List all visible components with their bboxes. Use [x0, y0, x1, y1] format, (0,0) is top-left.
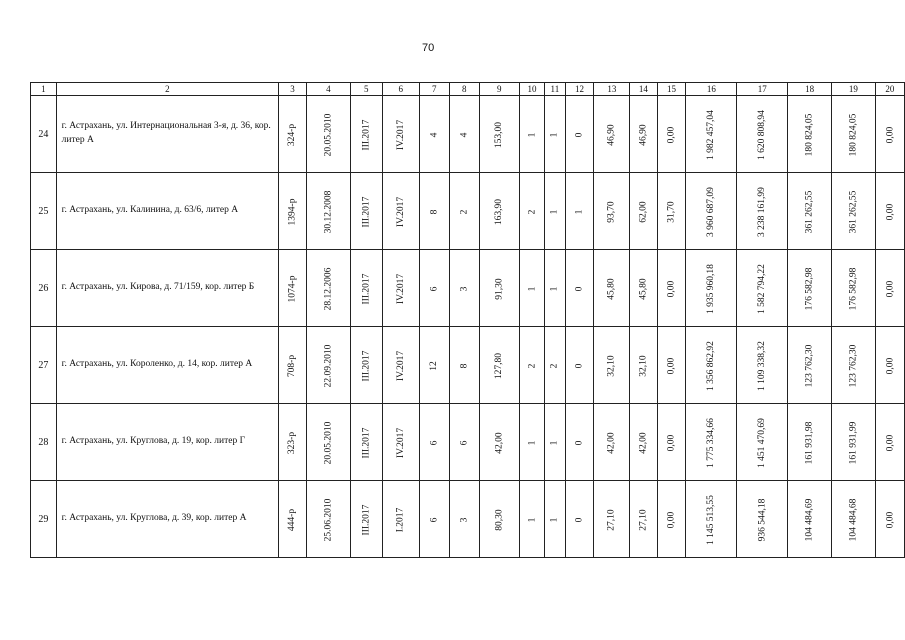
cell-col-12	[565, 327, 594, 404]
cell-col-14	[630, 327, 657, 404]
cell-col-15	[657, 327, 686, 404]
cell-col-8	[449, 327, 479, 404]
cell-col-10	[519, 327, 545, 404]
cell-value: III.2017	[361, 273, 372, 304]
cell-value: III.2017	[361, 504, 372, 535]
cell-col-16	[686, 327, 737, 404]
cell-col-15	[657, 250, 686, 327]
cell-col-18	[788, 173, 832, 250]
cell-value: 1	[549, 209, 560, 214]
cell-col-6	[382, 404, 419, 481]
cell-value: 1 935 960,18	[706, 263, 717, 314]
cell-value: 0	[574, 132, 585, 137]
table-row	[31, 404, 905, 481]
cell-value: 28.12.2006	[323, 267, 334, 310]
cell-value: 1	[526, 440, 537, 445]
cell-col-12	[565, 404, 594, 481]
cell-value: 6	[459, 440, 470, 445]
cell-value: I.2017	[395, 507, 406, 532]
cell-col-12	[565, 173, 594, 250]
cell-value: 4	[459, 132, 470, 137]
cell-col-12	[565, 96, 594, 173]
cell-col-10	[519, 96, 545, 173]
cell-col-4	[307, 173, 351, 250]
cell-col-3	[279, 250, 307, 327]
column-number: 15	[657, 83, 686, 96]
cell-col-7	[419, 481, 449, 558]
cell-col-4	[307, 250, 351, 327]
cell-col-7	[419, 96, 449, 173]
cell-col-5	[350, 327, 382, 404]
cell-col-10	[519, 404, 545, 481]
row-number: 27	[31, 327, 57, 404]
cell-col-14	[630, 404, 657, 481]
cell-value: 3 960 687,09	[706, 186, 717, 237]
cell-col-4	[307, 96, 351, 173]
cell-value: 0,00	[666, 357, 677, 374]
cell-col-7	[419, 173, 449, 250]
cell-value: 2	[549, 363, 560, 368]
cell-col-10	[519, 481, 545, 558]
cell-col-9	[479, 173, 519, 250]
cell-value: 161 931,98	[804, 421, 815, 464]
cell-col-3	[279, 481, 307, 558]
cell-value: 6	[429, 517, 440, 522]
cell-col-13	[594, 404, 630, 481]
cell-col-13	[594, 96, 630, 173]
cell-value: 324-р	[287, 123, 298, 146]
cell-col-18	[788, 250, 832, 327]
column-number: 17	[737, 83, 788, 96]
cell-value: 2	[526, 363, 537, 368]
cell-value: 2	[526, 209, 537, 214]
row-number: 25	[31, 173, 57, 250]
header-row	[31, 83, 905, 96]
cell-value: 361 262,55	[848, 190, 859, 233]
cell-value: 1	[549, 286, 560, 291]
cell-value: 708-р	[287, 354, 298, 377]
cell-col-19	[831, 96, 875, 173]
cell-value: 0,00	[666, 511, 677, 528]
column-number: 8	[449, 83, 479, 96]
cell-col-16	[686, 404, 737, 481]
cell-value: 1	[549, 517, 560, 522]
cell-col-7	[419, 327, 449, 404]
cell-value: 1 109 338,32	[757, 340, 768, 391]
cell-value: 1 982 457,04	[706, 109, 717, 160]
cell-col-5	[350, 96, 382, 173]
cell-col-3	[279, 173, 307, 250]
cell-col-16	[686, 250, 737, 327]
column-number: 11	[545, 83, 565, 96]
column-number: 10	[519, 83, 545, 96]
cell-value: IV.2017	[395, 119, 406, 150]
page-number: 70	[422, 42, 435, 54]
cell-col-17	[737, 481, 788, 558]
cell-col-13	[594, 250, 630, 327]
cell-col-19	[831, 327, 875, 404]
cell-col-17	[737, 327, 788, 404]
row-number: 28	[31, 404, 57, 481]
cell-value: 45,80	[606, 277, 617, 300]
cell-col-6	[382, 173, 419, 250]
cell-value: 32,10	[606, 354, 617, 377]
cell-value: 1	[526, 132, 537, 137]
cell-value: IV.2017	[395, 427, 406, 458]
cell-col-16	[686, 173, 737, 250]
cell-col-9	[479, 481, 519, 558]
cell-value: 3	[459, 517, 470, 522]
cell-value: 176 582,98	[804, 267, 815, 310]
cell-col-4	[307, 327, 351, 404]
cell-col-14	[630, 173, 657, 250]
table-row	[31, 481, 905, 558]
cell-value: 0	[574, 440, 585, 445]
cell-col-20	[875, 481, 904, 558]
cell-col-3	[279, 404, 307, 481]
cell-col-8	[449, 481, 479, 558]
cell-col-11	[545, 96, 565, 173]
cell-col-17	[737, 404, 788, 481]
cell-value: 20.05.2010	[323, 113, 334, 156]
cell-col-19	[831, 250, 875, 327]
cell-col-7	[419, 404, 449, 481]
cell-value: 42,00	[606, 431, 617, 454]
cell-value: 91,30	[494, 277, 505, 300]
cell-value: 104 484,68	[848, 498, 859, 541]
cell-col-13	[594, 327, 630, 404]
cell-col-15	[657, 96, 686, 173]
cell-col-15	[657, 404, 686, 481]
cell-col-13	[594, 481, 630, 558]
cell-value: 3	[459, 286, 470, 291]
cell-value: 62,00	[638, 200, 649, 223]
column-number: 6	[382, 83, 419, 96]
cell-value: 46,90	[638, 123, 649, 146]
cell-value: 30.12.2008	[323, 190, 334, 233]
cell-col-11	[545, 404, 565, 481]
cell-value: 123 762,30	[848, 344, 859, 387]
cell-value: 936 544,18	[757, 498, 768, 541]
address-cell: г. Астрахань, ул. Круглова, д. 39, кор. литер А	[56, 481, 278, 558]
cell-col-18	[788, 327, 832, 404]
table-row	[31, 250, 905, 327]
cell-value: 42,00	[638, 431, 649, 454]
cell-value: 0,00	[666, 280, 677, 297]
cell-value: III.2017	[361, 196, 372, 227]
cell-col-6	[382, 481, 419, 558]
cell-value: 104 484,69	[804, 498, 815, 541]
cell-value: 361 262,55	[804, 190, 815, 233]
cell-value: 0,00	[884, 511, 895, 528]
cell-value: IV.2017	[395, 273, 406, 304]
cell-col-17	[737, 96, 788, 173]
cell-value: 1	[526, 286, 537, 291]
cell-value: 1 356 862,92	[706, 340, 717, 391]
cell-value: 12	[429, 360, 440, 371]
cell-col-17	[737, 173, 788, 250]
cell-value: 444-р	[287, 508, 298, 531]
cell-col-20	[875, 96, 904, 173]
cell-value: 2	[459, 209, 470, 214]
cell-value: 1 582 794,22	[757, 263, 768, 314]
cell-col-18	[788, 481, 832, 558]
cell-value: III.2017	[361, 119, 372, 150]
cell-value: III.2017	[361, 427, 372, 458]
cell-value: 27,10	[606, 508, 617, 531]
cell-col-7	[419, 250, 449, 327]
address-cell: г. Астрахань, ул. Калинина, д. 63/6, литер А	[56, 173, 278, 250]
cell-value: 0,00	[666, 434, 677, 451]
cell-col-16	[686, 481, 737, 558]
column-number: 1	[31, 83, 57, 96]
cell-value: 8	[429, 209, 440, 214]
cell-col-9	[479, 250, 519, 327]
cell-value: 180 824,05	[804, 113, 815, 156]
cell-col-18	[788, 404, 832, 481]
cell-value: 0	[574, 286, 585, 291]
cell-value: 161 931,99	[848, 421, 859, 464]
cell-value: 127,80	[494, 352, 505, 379]
repair-program-table	[30, 82, 905, 558]
address-cell: г. Астрахань, ул. Короленко, д. 14, кор. литер А	[56, 327, 278, 404]
table-row	[31, 96, 905, 173]
cell-col-8	[449, 96, 479, 173]
cell-value: 1394-р	[287, 198, 298, 225]
cell-col-20	[875, 327, 904, 404]
cell-value: 42,00	[494, 431, 505, 454]
cell-col-16	[686, 96, 737, 173]
cell-value: 123 762,30	[804, 344, 815, 387]
cell-value: 1 451 470,69	[757, 417, 768, 468]
cell-col-11	[545, 173, 565, 250]
cell-value: 0,00	[884, 203, 895, 220]
column-number: 14	[630, 83, 657, 96]
cell-value: 180 824,05	[848, 113, 859, 156]
cell-col-19	[831, 173, 875, 250]
cell-value: 1	[549, 132, 560, 137]
cell-col-9	[479, 327, 519, 404]
cell-col-20	[875, 173, 904, 250]
address-cell: г. Астрахань, ул. Кирова, д. 71/159, кор. литер Б	[56, 250, 278, 327]
cell-value: 46,90	[606, 123, 617, 146]
column-number: 20	[875, 83, 904, 96]
cell-col-4	[307, 404, 351, 481]
cell-col-14	[630, 96, 657, 173]
cell-value: 32,10	[638, 354, 649, 377]
cell-value: 80,30	[494, 508, 505, 531]
cell-value: IV.2017	[395, 196, 406, 227]
cell-value: 20.05.2010	[323, 421, 334, 464]
cell-value: 153,00	[494, 121, 505, 148]
cell-value: 1 620 808,94	[757, 109, 768, 160]
cell-value: 6	[429, 286, 440, 291]
cell-col-4	[307, 481, 351, 558]
cell-col-6	[382, 250, 419, 327]
cell-value: 1	[549, 440, 560, 445]
cell-col-11	[545, 250, 565, 327]
cell-col-19	[831, 481, 875, 558]
cell-col-20	[875, 250, 904, 327]
row-number: 29	[31, 481, 57, 558]
cell-value: 22.09.2010	[323, 344, 334, 387]
cell-value: 163,90	[494, 198, 505, 225]
cell-col-5	[350, 173, 382, 250]
cell-col-19	[831, 404, 875, 481]
cell-value: 1	[526, 517, 537, 522]
cell-col-17	[737, 250, 788, 327]
cell-col-14	[630, 481, 657, 558]
column-number: 12	[565, 83, 594, 96]
cell-col-15	[657, 173, 686, 250]
cell-col-5	[350, 250, 382, 327]
cell-value: 93,70	[606, 200, 617, 223]
table-row	[31, 173, 905, 250]
cell-value: 6	[429, 440, 440, 445]
cell-col-9	[479, 404, 519, 481]
cell-col-8	[449, 173, 479, 250]
cell-col-12	[565, 481, 594, 558]
cell-value: 0,00	[884, 280, 895, 297]
cell-col-13	[594, 173, 630, 250]
cell-value: 45,80	[638, 277, 649, 300]
row-number: 24	[31, 96, 57, 173]
cell-col-11	[545, 481, 565, 558]
cell-value: 31,70	[666, 200, 677, 223]
column-number: 2	[56, 83, 278, 96]
cell-value: 0,00	[884, 434, 895, 451]
column-number: 3	[279, 83, 307, 96]
cell-value: 27,10	[638, 508, 649, 531]
cell-value: 323-р	[287, 431, 298, 454]
address-cell: г. Астрахань, ул. Круглова, д. 19, кор. литер Г	[56, 404, 278, 481]
cell-col-6	[382, 96, 419, 173]
cell-value: 0,00	[666, 126, 677, 143]
cell-col-10	[519, 250, 545, 327]
cell-col-12	[565, 250, 594, 327]
cell-col-8	[449, 250, 479, 327]
column-number: 5	[350, 83, 382, 96]
cell-col-6	[382, 327, 419, 404]
column-number: 18	[788, 83, 832, 96]
cell-value: 0,00	[884, 126, 895, 143]
cell-value: 1074-р	[287, 275, 298, 302]
cell-value: 176 582,98	[848, 267, 859, 310]
cell-col-20	[875, 404, 904, 481]
column-number: 7	[419, 83, 449, 96]
row-number: 26	[31, 250, 57, 327]
cell-col-5	[350, 481, 382, 558]
address-cell: г. Астрахань, ул. Интернациональная 3-я, д. 36, кор. литер А	[56, 96, 278, 173]
cell-col-10	[519, 173, 545, 250]
cell-col-11	[545, 327, 565, 404]
cell-value: 1	[574, 209, 585, 214]
cell-value: 0	[574, 363, 585, 368]
cell-value: 1 775 334,66	[706, 417, 717, 468]
column-number: 13	[594, 83, 630, 96]
column-number: 16	[686, 83, 737, 96]
cell-col-15	[657, 481, 686, 558]
cell-value: 4	[429, 132, 440, 137]
cell-value: III.2017	[361, 350, 372, 381]
table-row	[31, 327, 905, 404]
column-number: 9	[479, 83, 519, 96]
cell-col-9	[479, 96, 519, 173]
cell-value: 1 145 513,55	[706, 494, 717, 545]
cell-col-3	[279, 327, 307, 404]
cell-col-3	[279, 96, 307, 173]
column-number: 4	[307, 83, 351, 96]
cell-col-8	[449, 404, 479, 481]
cell-value: 25.06.2010	[323, 498, 334, 541]
cell-col-18	[788, 96, 832, 173]
cell-value: 0	[574, 517, 585, 522]
cell-value: 8	[459, 363, 470, 368]
cell-value: 0,00	[884, 357, 895, 374]
cell-col-14	[630, 250, 657, 327]
cell-value: 3 238 161,99	[757, 186, 768, 237]
column-number: 19	[831, 83, 875, 96]
cell-value: IV.2017	[395, 350, 406, 381]
cell-col-5	[350, 404, 382, 481]
